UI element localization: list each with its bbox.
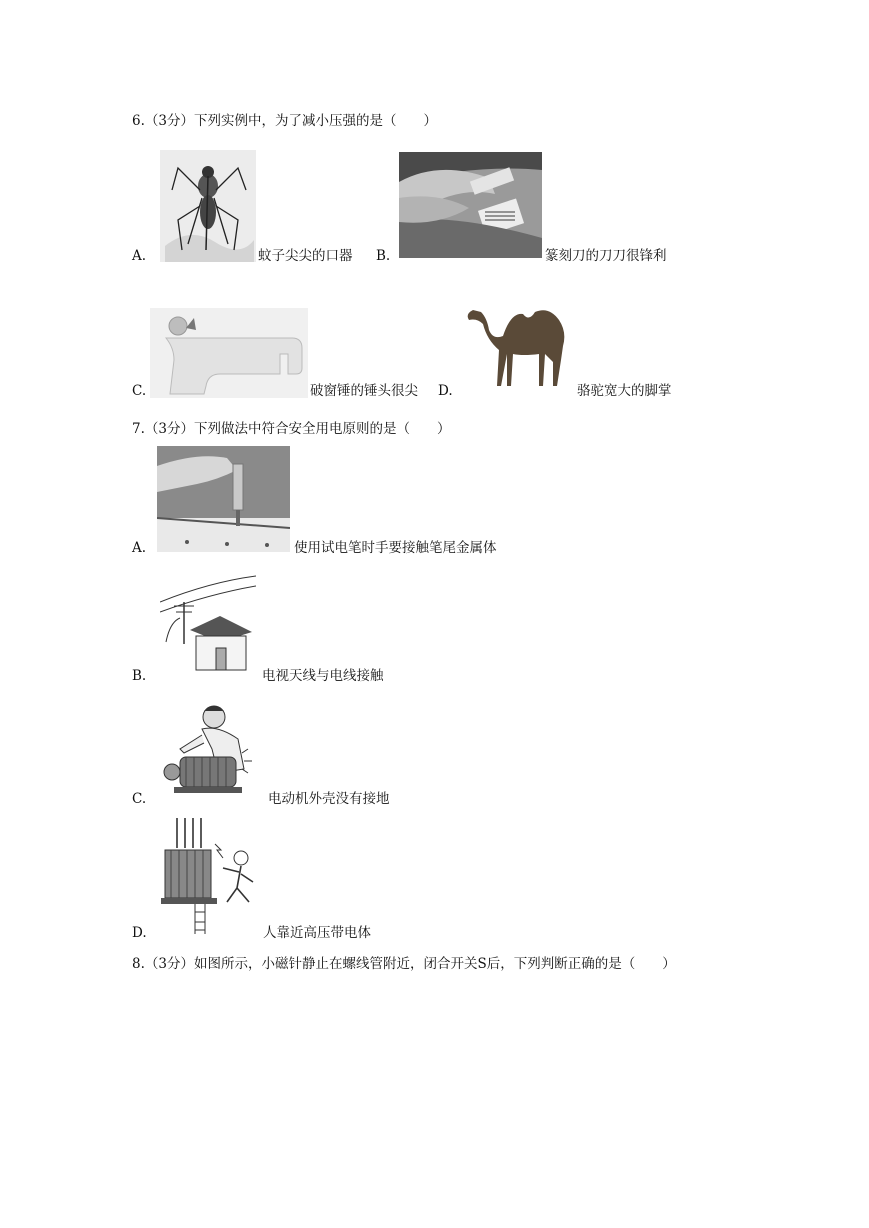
question-7-option-c-letter: C. — [132, 791, 147, 807]
question-7-option-c-text: 电动机外壳没有接地 — [268, 791, 390, 807]
high-voltage-image — [157, 818, 261, 934]
question-6-stem: 6.（3分）下列实例中，为了减小压强的是（ ） — [132, 113, 437, 129]
question-6-option-b-letter: B. — [376, 248, 391, 264]
question-6-option-d-text: 骆驼宽大的脚掌 — [577, 383, 672, 399]
question-6-option-a-letter: A. — [132, 248, 147, 264]
question-7-option-b-letter: B. — [132, 668, 147, 684]
window-hammer-image — [150, 308, 308, 398]
camel-image — [459, 290, 575, 390]
question-7-option-d-letter: D. — [132, 925, 147, 941]
test-pen-image — [157, 446, 290, 552]
engraving-knife-image — [399, 152, 542, 258]
question-6-option-c-text: 破窗锤的锤头很尖 — [310, 383, 418, 399]
question-8-stem: 8.（3分）如图所示，小磁针静止在螺线管附近，闭合开关S后，下列判断正确的是（ ） — [132, 956, 676, 972]
question-7-option-a-text: 使用试电笔时手要接触笔尾金属体 — [294, 540, 497, 556]
question-6-option-a-text: 蚊子尖尖的口器 — [258, 248, 353, 264]
question-6-option-d-letter: D. — [438, 383, 453, 399]
electric-motor-image — [158, 699, 262, 801]
question-6-option-c-letter: C. — [132, 383, 147, 399]
question-7-option-d-text: 人靠近高压带电体 — [263, 925, 371, 941]
question-7-option-a-letter: A. — [132, 540, 147, 556]
question-7-stem: 7.（3分）下列做法中符合安全用电原则的是（ ） — [132, 421, 451, 437]
question-7-option-b-text: 电视天线与电线接触 — [262, 668, 384, 684]
mosquito-image — [160, 150, 256, 262]
tv-antenna-house-image — [160, 572, 256, 680]
question-6-option-b-text: 篆刻刀的刀刀很锋利 — [545, 248, 667, 264]
